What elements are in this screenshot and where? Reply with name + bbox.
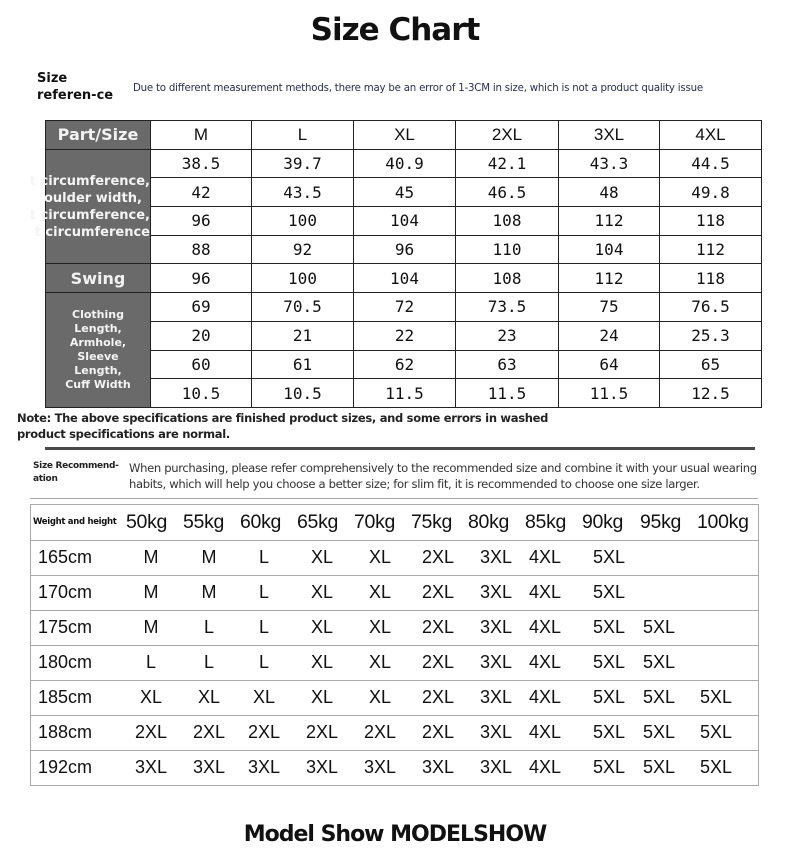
recommended-size-cell: 2XL: [421, 547, 455, 567]
recommendation-header-row: [31, 505, 758, 541]
part-label-swing: Swing: [46, 264, 151, 293]
height-label: 192cm: [38, 757, 93, 777]
recommended-size-cell: 4XL: [528, 687, 562, 707]
measurement-cell: 92: [252, 235, 354, 264]
measurement-cell: 45: [354, 178, 456, 207]
weight-header: 85kg: [525, 511, 567, 533]
measurement-cell: 104: [354, 207, 456, 236]
recommended-size-cell: M: [143, 582, 159, 602]
recommended-size-cell: 2XL: [421, 582, 455, 602]
recommended-size-cell: 3XL: [479, 722, 513, 742]
model-show-heading: Model Show MODELSHOW: [243, 822, 547, 847]
recommended-size-cell: 2XL: [192, 722, 226, 742]
measurement-cell: 70.5: [252, 293, 354, 322]
measurement-cell: 38.5: [151, 149, 252, 178]
measurement-cell: 88: [151, 235, 252, 264]
measurement-cell: 73.5: [456, 293, 559, 322]
recommended-size-cell: 3XL: [479, 547, 513, 567]
recommended-size-cell: XL: [368, 617, 392, 637]
weight-header: 75kg: [411, 511, 453, 533]
size-reference-label: Size referen-ce: [37, 71, 114, 103]
size-header-3xl: 3XL: [559, 121, 660, 150]
measurement-cell: 110: [456, 235, 559, 264]
measurement-cell: 63: [456, 350, 559, 379]
recommended-size-cell: 3XL: [363, 757, 397, 777]
size-header-4xl: 4XL: [660, 121, 762, 150]
weight-header: 90kg: [582, 511, 624, 533]
part-size-header: Part/Size: [46, 121, 151, 150]
height-label: 180cm: [38, 652, 93, 672]
height-label: 170cm: [38, 582, 93, 602]
height-label: 165cm: [38, 547, 93, 567]
weight-header: 55kg: [183, 511, 225, 533]
measurement-row: [46, 178, 762, 207]
recommended-size-cell: 5XL: [642, 652, 676, 672]
recommended-size-cell: L: [258, 652, 269, 672]
measurement-cell: 10.5: [252, 379, 354, 408]
weight-header: 50kg: [126, 511, 168, 533]
measurement-header-row: [46, 121, 762, 150]
recommended-size-cell: 2XL: [421, 687, 455, 707]
recommended-size-cell: 3XL: [421, 757, 455, 777]
recommendation-row: [31, 540, 758, 576]
measurement-cell: 96: [151, 207, 252, 236]
measurement-cell: 104: [354, 264, 456, 293]
recommendation-table: [30, 504, 759, 786]
measurement-cell: 24: [559, 321, 660, 350]
weight-header: 70kg: [354, 511, 396, 533]
recommendation-row: [31, 610, 758, 646]
measurement-cell: 40.9: [354, 149, 456, 178]
measurement-cell: 96: [354, 235, 456, 264]
recommended-size-cell: L: [203, 617, 214, 637]
measurement-cell: 112: [660, 235, 762, 264]
recommended-size-cell: 4XL: [528, 617, 562, 637]
weight-header: 95kg: [640, 511, 682, 533]
measurement-cell: 21: [252, 321, 354, 350]
recommended-size-cell: 5XL: [592, 652, 626, 672]
measurement-row: [46, 293, 762, 322]
recommended-size-cell: 3XL: [192, 757, 226, 777]
measurement-cell: 75: [559, 293, 660, 322]
measurement-row: [46, 207, 762, 236]
measurement-row: [46, 264, 762, 293]
recommended-size-cell: 3XL: [479, 757, 513, 777]
recommended-size-cell: 5XL: [592, 722, 626, 742]
recommended-size-cell: XL: [252, 687, 276, 707]
measurement-cell: 108: [456, 264, 559, 293]
measurement-cell: 118: [660, 264, 762, 293]
recommended-size-cell: XL: [368, 652, 392, 672]
recommended-size-cell: 4XL: [528, 757, 562, 777]
weight-header: 80kg: [468, 511, 510, 533]
measurement-cell: 11.5: [354, 379, 456, 408]
recommended-size-cell: 5XL: [592, 687, 626, 707]
recommendation-row: [31, 680, 758, 716]
recommended-size-cell: 5XL: [699, 687, 733, 707]
recommended-size-cell: L: [203, 652, 214, 672]
height-label: 175cm: [38, 617, 93, 637]
page-title: Size Chart: [310, 12, 480, 48]
measurement-cell: 25.3: [660, 321, 762, 350]
measurement-cell: 43.3: [559, 149, 660, 178]
recommended-size-cell: [639, 540, 679, 575]
recommended-size-cell: XL: [310, 687, 334, 707]
recommended-size-cell: 5XL: [699, 757, 733, 777]
specification-note: Note: The above specifications are finished product sizes, and some errors in washed product specifications are normal.: [17, 411, 549, 441]
part-label-line: Cuff Width: [65, 378, 131, 392]
recommended-size-cell: 3XL: [479, 687, 513, 707]
weight-header: 65kg: [297, 511, 339, 533]
part-label-line: Sleeve: [77, 350, 119, 364]
thin-divider: [30, 498, 758, 499]
measurement-cell: 46.5: [456, 178, 559, 207]
measurement-row: [46, 149, 762, 178]
measurement-cell: 20: [151, 321, 252, 350]
recommended-size-cell: 5XL: [592, 582, 626, 602]
measurement-cell: 76.5: [660, 293, 762, 322]
measurement-row: [46, 235, 762, 264]
weight-header: 60kg: [240, 511, 282, 533]
recommended-size-cell: 2XL: [421, 617, 455, 637]
recommended-size-cell: 4XL: [528, 722, 562, 742]
measurement-cell: 44.5: [660, 149, 762, 178]
recommended-size-cell: 2XL: [305, 722, 339, 742]
part-label-length-group: [46, 293, 151, 408]
measurement-cell: 49.8: [660, 178, 762, 207]
recommended-size-cell: L: [258, 617, 269, 637]
measurement-cell: 112: [559, 207, 660, 236]
measurement-cell: 48: [559, 178, 660, 207]
recommended-size-cell: 4XL: [528, 547, 562, 567]
recommended-size-cell: [696, 540, 736, 575]
size-header-2xl: 2XL: [456, 121, 559, 150]
recommended-size-cell: XL: [368, 582, 392, 602]
measurement-row: [46, 379, 762, 408]
recommended-size-cell: 3XL: [305, 757, 339, 777]
recommended-size-cell: 2XL: [363, 722, 397, 742]
part-label-line: t circumference,: [29, 173, 150, 189]
weight-height-corner-label: Weight and height: [33, 517, 117, 527]
recommendation-row: [31, 715, 758, 751]
measurement-cell: 23: [456, 321, 559, 350]
size-header-xl: XL: [354, 121, 456, 150]
recommended-size-cell: 5XL: [592, 757, 626, 777]
recommended-size-cell: M: [143, 617, 159, 637]
recommended-size-cell: 5XL: [592, 547, 626, 567]
recommended-size-cell: XL: [310, 652, 334, 672]
measurement-row: [46, 321, 762, 350]
recommended-size-cell: 2XL: [421, 652, 455, 672]
measurement-cell: 108: [456, 207, 559, 236]
recommended-size-cell: M: [201, 547, 217, 567]
size-recommendation-text: When purchasing, please refer comprehensively to the recommended size and combine it with your usual wearing habits, which will help you choose a better size; for slim fit, it is recommended to choose one size larger.: [129, 461, 757, 491]
recommended-size-cell: 5XL: [642, 617, 676, 637]
weight-header: 100kg: [697, 511, 749, 533]
recommended-size-cell: [696, 575, 736, 610]
recommendation-row: [31, 645, 758, 681]
recommended-size-cell: 5XL: [642, 687, 676, 707]
measurement-cell: 11.5: [456, 379, 559, 408]
recommended-size-cell: 2XL: [247, 722, 281, 742]
section-divider: [45, 447, 755, 450]
recommended-size-cell: 3XL: [134, 757, 168, 777]
height-label: 185cm: [38, 687, 93, 707]
part-label-circumference-group: [29, 149, 151, 264]
measurement-cell: 60: [151, 350, 252, 379]
recommended-size-cell: M: [143, 547, 159, 567]
recommended-size-cell: 2XL: [421, 722, 455, 742]
measurement-cell: 104: [559, 235, 660, 264]
recommended-size-cell: 4XL: [528, 582, 562, 602]
recommended-size-cell: 5XL: [699, 722, 733, 742]
measurement-cell: 69: [151, 293, 252, 322]
measurement-table: [29, 120, 762, 408]
part-label-line: Length,: [74, 364, 122, 378]
recommended-size-cell: XL: [368, 547, 392, 567]
recommended-size-cell: 5XL: [642, 722, 676, 742]
recommended-size-cell: [639, 575, 679, 610]
recommended-size-cell: 4XL: [528, 652, 562, 672]
measurement-cell: 42: [151, 178, 252, 207]
size-recommendation-label: Size Recommend-ation: [33, 461, 119, 484]
measurement-cell: 65: [660, 350, 762, 379]
measurement-cell: 42.1: [456, 149, 559, 178]
recommended-size-cell: XL: [310, 582, 334, 602]
recommended-size-cell: M: [201, 582, 217, 602]
size-header-l: L: [252, 121, 354, 150]
recommendation-row: [31, 750, 758, 785]
measurement-cell: 12.5: [660, 379, 762, 408]
recommended-size-cell: 3XL: [479, 652, 513, 672]
measurement-cell: 72: [354, 293, 456, 322]
recommended-size-cell: 3XL: [479, 617, 513, 637]
measurement-cell: 61: [252, 350, 354, 379]
measurement-cell: 22: [354, 321, 456, 350]
height-label: 188cm: [38, 722, 93, 742]
size-header-m: M: [151, 121, 252, 150]
measurement-cell: 43.5: [252, 178, 354, 207]
measurement-cell: 112: [559, 264, 660, 293]
part-label-line: oulder width,: [44, 190, 142, 206]
part-label-line: Clothing: [72, 308, 124, 322]
size-reference-text: Due to different measurement methods, there may be an error of 1-3CM in size, which is not a product quality issue: [133, 83, 703, 94]
recommended-size-cell: 5XL: [592, 617, 626, 637]
measurement-cell: 39.7: [252, 149, 354, 178]
recommended-size-cell: XL: [197, 687, 221, 707]
part-label-line: t circumference,: [29, 207, 150, 223]
measurement-cell: 100: [252, 264, 354, 293]
recommended-size-cell: XL: [368, 687, 392, 707]
measurement-cell: 10.5: [151, 379, 252, 408]
recommended-size-cell: 3XL: [247, 757, 281, 777]
measurement-cell: 100: [252, 207, 354, 236]
recommended-size-cell: 5XL: [642, 757, 676, 777]
recommended-size-cell: XL: [310, 617, 334, 637]
measurement-cell: 118: [660, 207, 762, 236]
measurement-cell: 64: [559, 350, 660, 379]
recommended-size-cell: 3XL: [479, 582, 513, 602]
recommended-size-cell: XL: [310, 547, 334, 567]
recommended-size-cell: L: [258, 582, 269, 602]
recommended-size-cell: L: [258, 547, 269, 567]
recommended-size-cell: L: [145, 652, 156, 672]
measurement-cell: 62: [354, 350, 456, 379]
part-label-line: Length,: [74, 322, 122, 336]
recommended-size-cell: [696, 610, 736, 645]
recommended-size-cell: XL: [139, 687, 163, 707]
part-label-line: t circumference: [34, 224, 150, 240]
recommended-size-cell: [696, 645, 736, 680]
measurement-cell: 96: [151, 264, 252, 293]
recommendation-row: [31, 575, 758, 611]
measurement-cell: 11.5: [559, 379, 660, 408]
part-label-line: Armhole,: [69, 336, 127, 350]
recommended-size-cell: 2XL: [134, 722, 168, 742]
measurement-row: [46, 350, 762, 379]
